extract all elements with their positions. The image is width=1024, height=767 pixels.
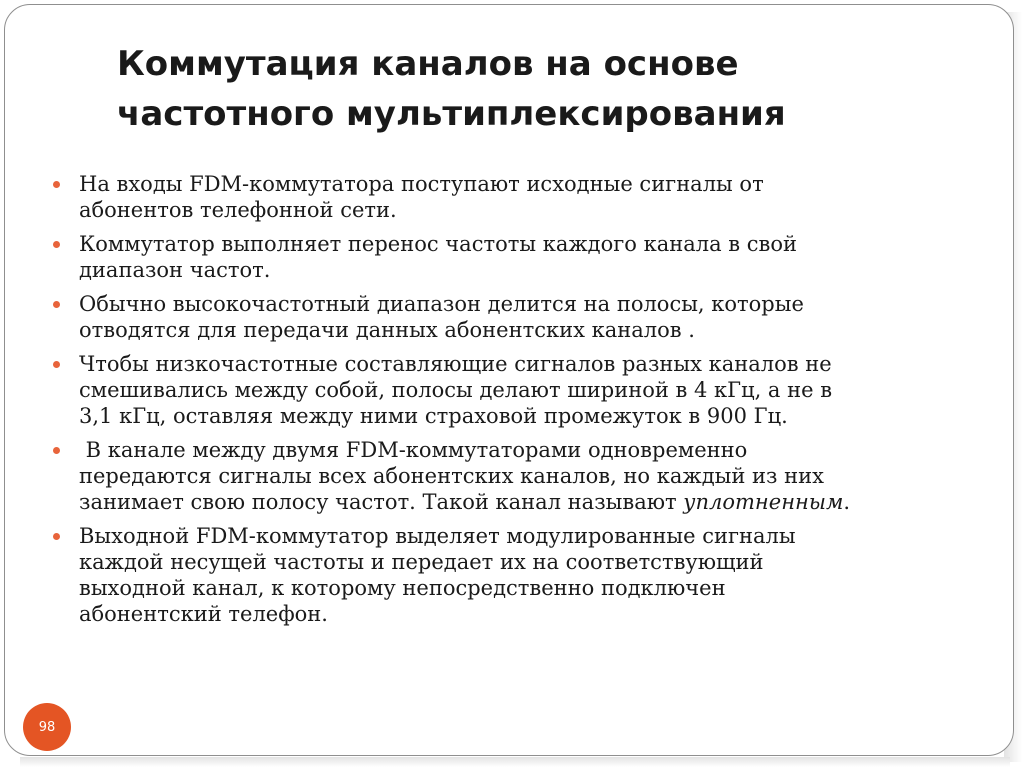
bullet-text-line: Коммутатор выполняет перенос частоты каждого канала в свой — [79, 232, 797, 256]
bullet-text-line: Чтобы низкочастотные составляющие сигналов разных каналов не — [79, 352, 832, 376]
bullet-text-line: На входы FDM-коммутатора поступают исходные сигналы от — [79, 172, 764, 196]
bullet-item — [51, 291, 981, 343]
bullet-text-fragment: . — [843, 490, 851, 514]
bullet-icon — [53, 181, 60, 188]
slide-title-line: частотного мультиплексирования — [117, 94, 786, 134]
bullet-item — [51, 171, 981, 223]
bullet-text-line: абонентский телефон. — [79, 602, 328, 626]
bullet-list — [51, 171, 981, 635]
bullet-text-fragment: занимает свою полосу частот. Такой канал называют — [79, 490, 684, 514]
bullet-icon — [53, 447, 60, 454]
bullet-text-line: Выходной FDM-коммутатор выделяет модулированные сигналы — [79, 524, 796, 548]
bullet-text-line: передаются сигналы всех абонентских каналов, но каждый из них — [79, 464, 824, 488]
bullet-item — [51, 231, 981, 283]
bullet-text-line: Обычно высокочастотный диапазон делится на полосы, которые — [79, 292, 804, 316]
bullet-text-line: выходной канал, к которому непосредственно подключен — [79, 576, 726, 600]
bullet-icon — [53, 301, 60, 308]
bullet-text-line — [79, 489, 981, 515]
bullet-text-line: каждой несущей частоты и передает их на соответствующий — [79, 550, 764, 574]
bullet-icon — [53, 361, 60, 368]
slide-title-line: Коммутация каналов на основе — [117, 44, 739, 84]
bullet-text-line: В канале между двумя FDM-коммутаторами одновременно — [79, 438, 748, 462]
bullet-text-line: 3,1 кГц, оставляя между ними страховой промежуток в 900 Гц. — [79, 404, 788, 428]
bullet-text-line: абонентов телефонной сети. — [79, 198, 397, 222]
bullet-item — [51, 351, 981, 429]
page-number: 98 — [38, 719, 56, 735]
bullet-text-line: смешивались между собой, полосы делают шириной в 4 кГц, а не в — [79, 378, 833, 402]
slide-title — [117, 39, 977, 139]
bullet-text-line: отводятся для передачи данных абонентских каналов . — [79, 318, 695, 342]
bullet-item — [51, 523, 981, 627]
bullet-text-line: диапазон частот. — [79, 258, 271, 282]
bullet-text-emphasis: уплотненным — [683, 490, 844, 514]
slide-frame — [4, 4, 1014, 756]
bullet-item — [51, 437, 981, 515]
bullet-icon — [53, 533, 60, 540]
page-number-badge — [23, 703, 71, 751]
bullet-icon — [53, 241, 60, 248]
page-shadow-bottom — [20, 757, 1010, 767]
